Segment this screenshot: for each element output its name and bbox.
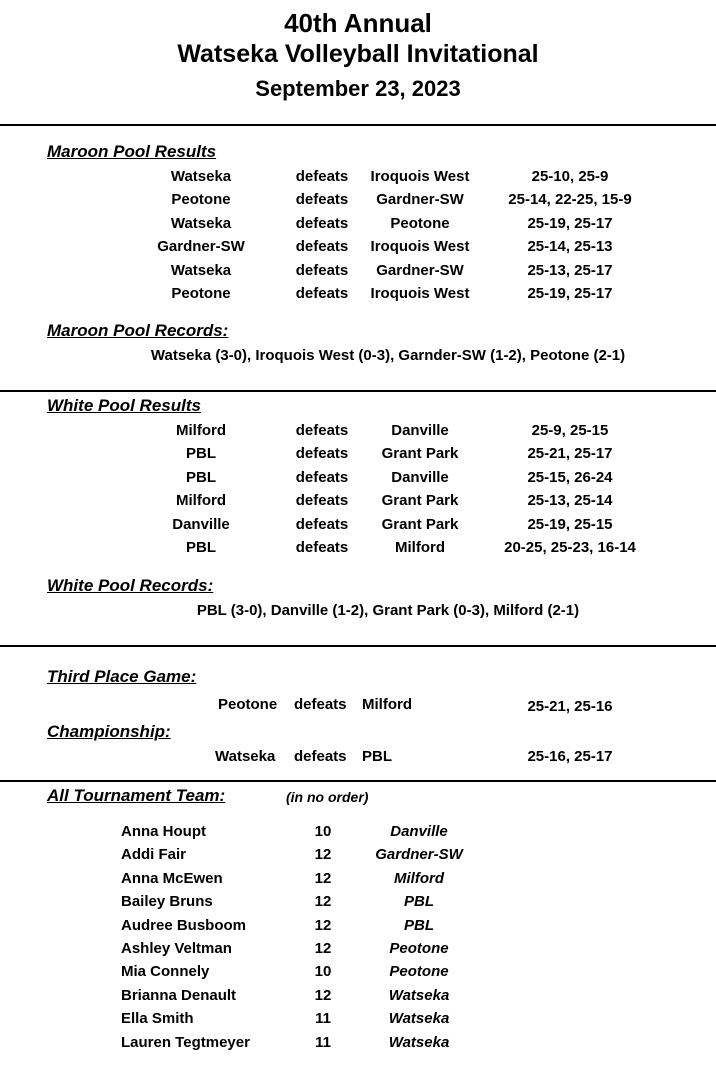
player-name: Addi Fair — [121, 846, 187, 864]
match-verb: defeats — [295, 539, 349, 556]
white-records-heading: White Pool Records: — [47, 576, 214, 595]
player-grade: 12 — [314, 846, 332, 864]
player-team: Watseka — [388, 1010, 450, 1028]
match-verb: defeats — [295, 238, 349, 256]
third-place-verb: defeats — [294, 696, 347, 713]
match-score: 25-19, 25-17 — [527, 214, 613, 232]
match-score: 25-13, 25-14 — [527, 492, 613, 510]
match-winner: Milford — [176, 492, 226, 510]
divider — [0, 124, 716, 126]
match-score: 20-25, 25-23, 16-14 — [504, 539, 636, 556]
match-loser: Grant Park — [381, 445, 459, 463]
white-records: PBL (3-0), Danville (1-2), Grant Park (0-3), Milford (2-1) — [196, 602, 580, 619]
divider — [0, 390, 716, 392]
match-loser: Milford — [395, 539, 445, 556]
match-loser: Iroquois West — [370, 238, 470, 256]
match-winner: PBL — [186, 445, 216, 463]
match-loser: Peotone — [390, 214, 450, 232]
player-name: Audree Busboom — [121, 916, 247, 934]
maroon-records-heading: Maroon Pool Records: — [47, 321, 229, 340]
match-score: 25-19, 25-17 — [527, 285, 613, 302]
match-verb: defeats — [295, 191, 349, 209]
third-place-winner: Peotone — [218, 696, 278, 713]
white-results-heading: White Pool Results — [47, 396, 201, 415]
match-loser: Iroquois West — [370, 285, 470, 302]
match-score: 25-13, 25-17 — [527, 261, 613, 279]
player-grade: 10 — [314, 963, 332, 981]
match-loser: Gardner-SW — [376, 261, 464, 279]
championship-heading: Championship: — [47, 722, 171, 741]
maroon-records: Watseka (3-0), Iroquois West (0-3), Garnder-SW (1-2), Peotone (2-1) — [150, 347, 626, 364]
match-loser: Gardner-SW — [376, 191, 464, 209]
third-place-heading: Third Place Game: — [47, 667, 197, 686]
match-verb: defeats — [295, 468, 349, 486]
championship-winner: Watseka — [215, 748, 276, 765]
match-winner: Gardner-SW — [157, 238, 245, 256]
match-verb: defeats — [295, 515, 349, 533]
player-grade: 11 — [315, 1033, 331, 1051]
match-winner: Peotone — [171, 285, 231, 302]
match-winner: PBL — [186, 539, 216, 556]
match-winner: Watseka — [170, 214, 232, 232]
player-grade: 11 — [315, 1010, 331, 1028]
player-name: Lauren Tegtmeyer — [121, 1033, 250, 1051]
match-winner: Milford — [176, 422, 226, 439]
all-tournament-note: (in no order) — [286, 789, 369, 805]
player-name: Anna McEwen — [121, 869, 223, 887]
player-grade: 12 — [314, 893, 332, 911]
player-grade: 12 — [314, 869, 332, 887]
match-loser: Danville — [391, 468, 449, 486]
page-title-line2: Watseka Volleyball Invitational — [177, 40, 539, 68]
player-name: Bailey Bruns — [121, 893, 213, 911]
match-winner: Peotone — [171, 191, 231, 209]
championship-score: 25-16, 25-17 — [527, 748, 613, 765]
match-score: 25-14, 22-25, 15-9 — [508, 191, 632, 209]
match-winner: PBL — [186, 468, 216, 486]
match-winner: Watseka — [170, 168, 232, 185]
divider — [0, 645, 716, 647]
match-verb: defeats — [295, 445, 349, 463]
player-team: Danville — [390, 823, 448, 840]
match-loser: Iroquois West — [370, 168, 470, 185]
match-verb: defeats — [295, 261, 349, 279]
player-grade: 10 — [314, 823, 332, 840]
player-grade: 12 — [314, 916, 332, 934]
match-verb: defeats — [295, 492, 349, 510]
all-tournament-heading: All Tournament Team: — [47, 786, 226, 805]
player-name: Anna Houpt — [121, 823, 206, 840]
championship-verb: defeats — [294, 748, 347, 765]
player-name: Ashley Veltman — [121, 940, 232, 957]
player-team: Peotone — [389, 940, 449, 957]
match-winner: Watseka — [170, 261, 232, 279]
match-score: 25-14, 25-13 — [527, 238, 613, 256]
third-place-loser: Milford — [362, 696, 412, 713]
divider — [0, 780, 716, 782]
match-winner: Danville — [172, 515, 230, 533]
match-score: 25-21, 25-17 — [527, 445, 613, 463]
match-score: 25-19, 25-15 — [527, 515, 613, 533]
page-title-line1: 40th Annual — [284, 8, 432, 38]
player-team: Gardner-SW — [375, 846, 463, 864]
player-team: PBL — [404, 893, 434, 911]
player-team: Peotone — [389, 963, 449, 981]
player-name: Ella Smith — [121, 1010, 194, 1028]
player-name: Mia Connely — [121, 963, 210, 981]
match-score: 25-10, 25-9 — [531, 168, 609, 185]
match-score: 25-15, 26-24 — [527, 468, 613, 486]
match-loser: Grant Park — [381, 492, 459, 510]
match-verb: defeats — [295, 285, 349, 302]
player-name: Brianna Denault — [121, 986, 237, 1004]
match-verb: defeats — [295, 422, 349, 439]
player-team: Watseka — [388, 986, 450, 1004]
match-loser: Grant Park — [381, 515, 459, 533]
maroon-results-heading: Maroon Pool Results — [47, 142, 217, 161]
player-team: PBL — [404, 916, 434, 934]
match-score: 25-9, 25-15 — [531, 422, 609, 439]
player-grade: 12 — [314, 940, 332, 957]
player-grade: 12 — [314, 986, 332, 1004]
match-loser: Danville — [391, 422, 449, 439]
player-team: Milford — [394, 869, 444, 887]
match-verb: defeats — [295, 168, 349, 185]
player-team: Watseka — [388, 1033, 450, 1051]
championship-loser: PBL — [362, 748, 392, 765]
third-place-score: 25-21, 25-16 — [527, 698, 613, 715]
page-date: September 23, 2023 — [255, 76, 461, 101]
match-verb: defeats — [295, 214, 349, 232]
